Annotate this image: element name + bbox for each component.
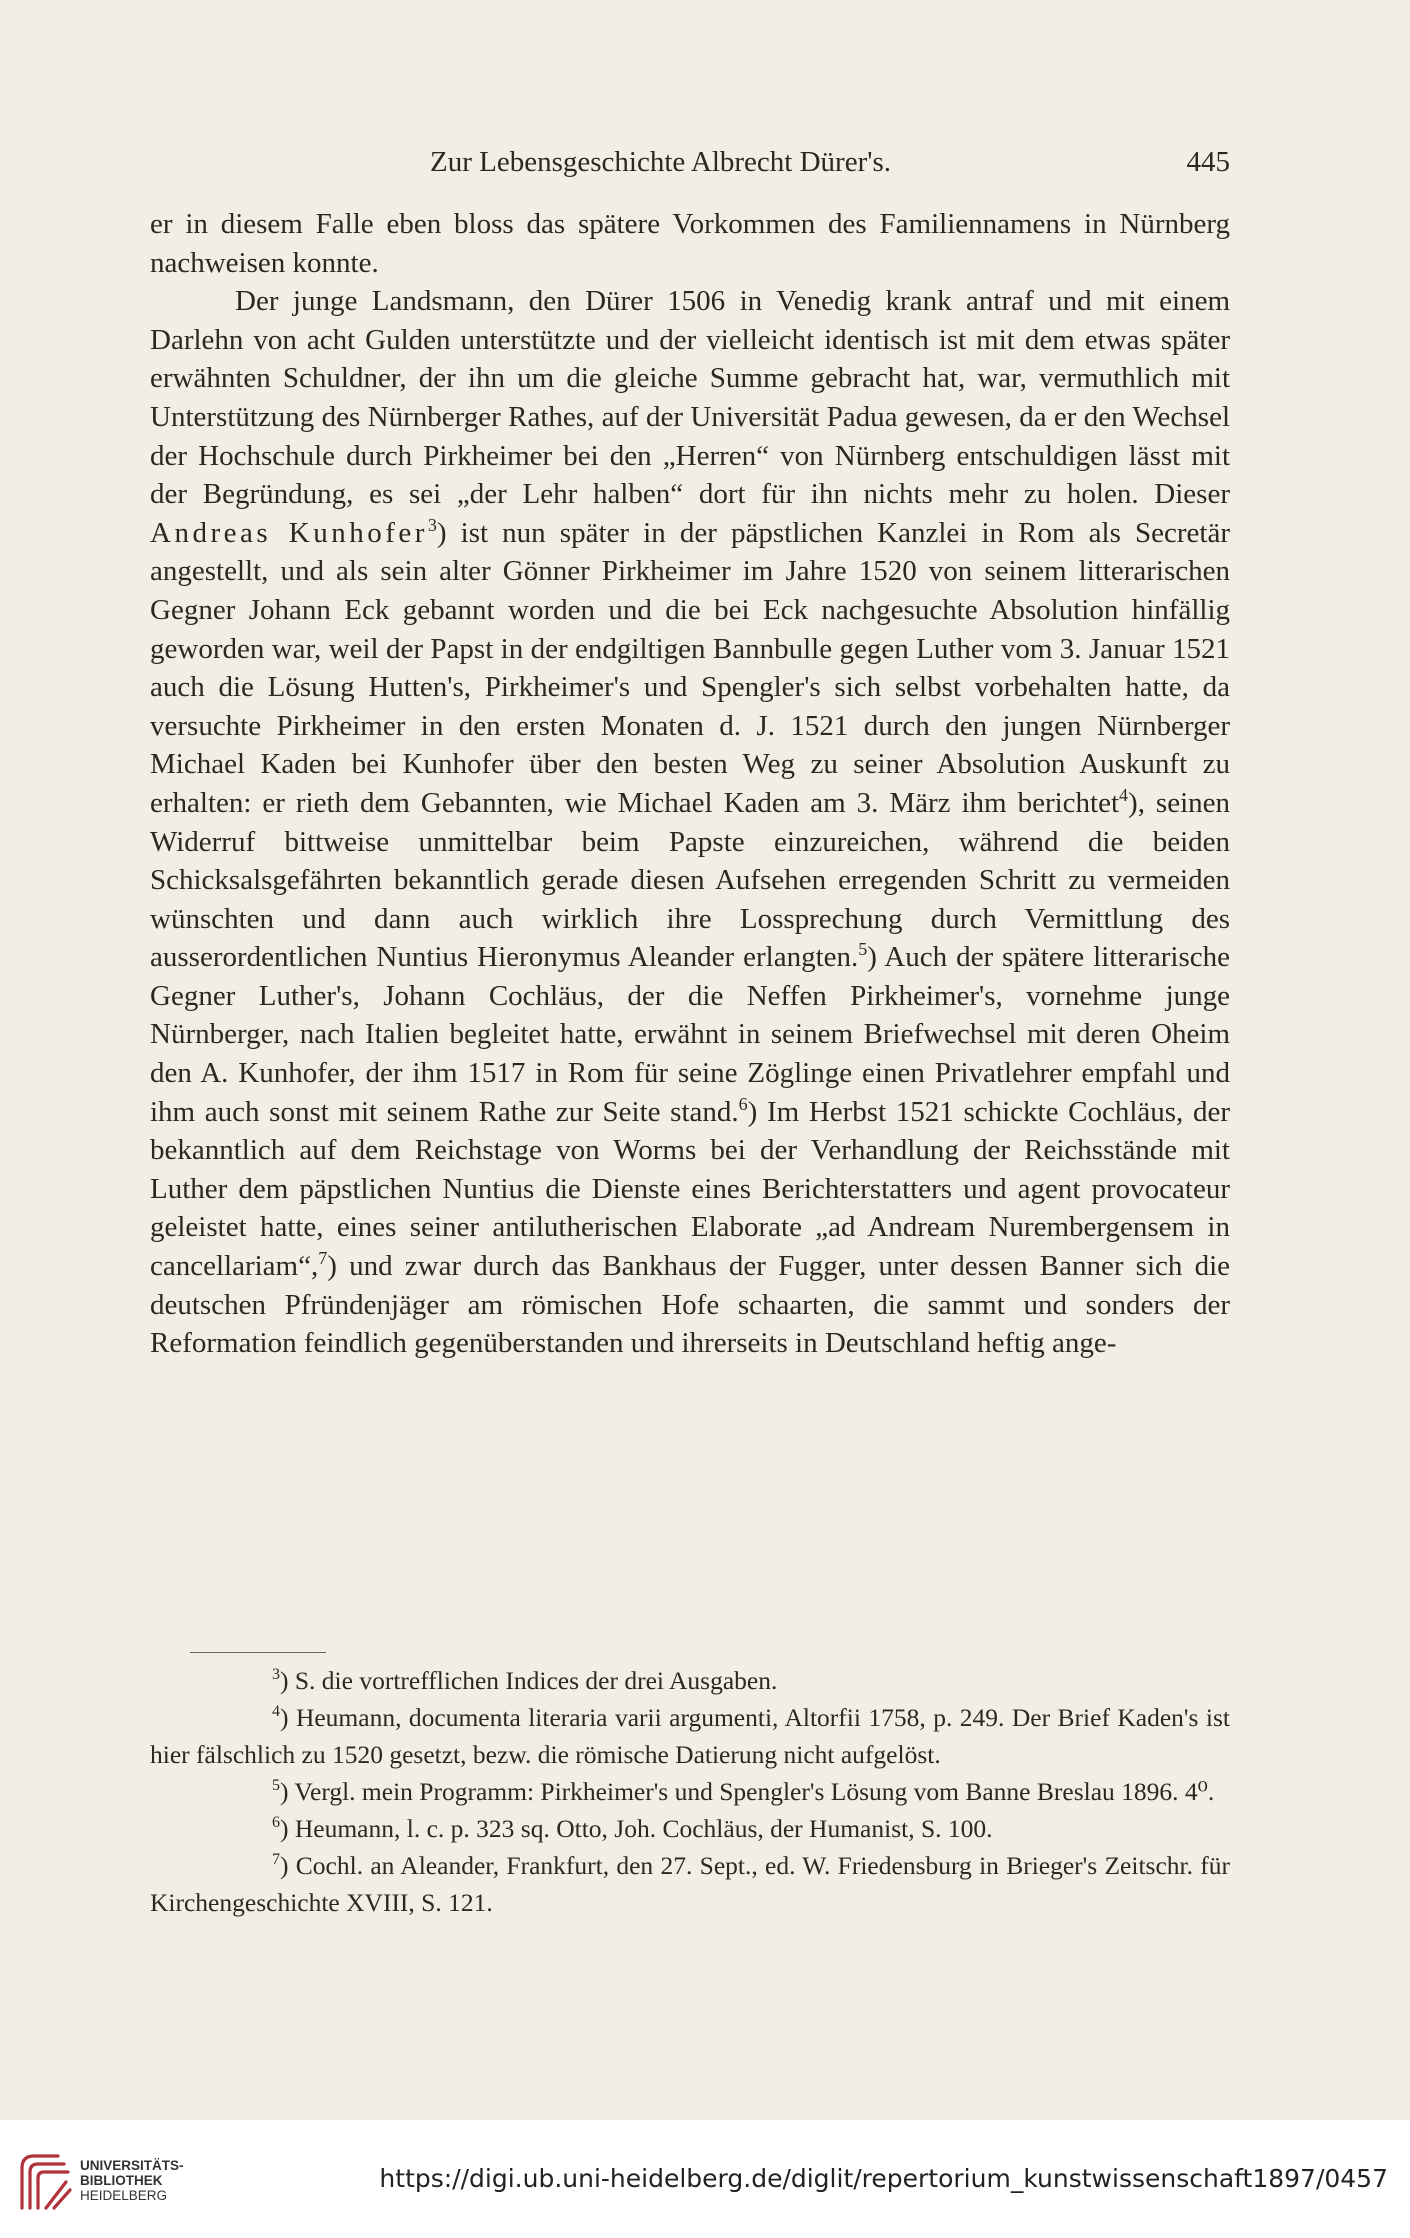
footnote-text: ) S. die vortrefflichen Indices der drei Ausgaben.	[280, 1666, 778, 1695]
paragraph-2	[150, 282, 1230, 1363]
paragraph-1: er in diesem Falle eben bloss das spätere Vorkommen des Familiennamens in Nürnberg nachweisen konnte.	[150, 208, 1230, 279]
footnote-text: ) Vergl. mein Programm: Pirkheimer's und Spengler's Lösung vom Banne Breslau 1896. 4⁰.	[280, 1777, 1215, 1806]
page-header	[150, 146, 1230, 186]
viewer-footer	[0, 2120, 1410, 2238]
text-segment: ) Auch der spätere litterarische Gegner Luther's, Johann Cochläus, der die Neffen Pirkheimer's, vornehme junge Nürnberger, nach Italien begleitet hatte, erwähnt in seinem Briefwechsel mit deren Oheim den A. Kunhofer, der ihm 1517 in Rom für seine Zöglinge einen Privatlehrer empfahl und ihm auch sonst mit seinem Rathe zur Seite stand.	[150, 941, 1231, 1128]
footnote-text: ) Cochl. an Aleander, Frankfurt, den 27. Sept., ed. W. Friedensburg in Brieger's Zeitschr. für Kirchengeschichte XVIII, S. 121.	[150, 1851, 1230, 1917]
text-segment: ), seinen Widerruf bittweise unmittelbar beim Papste einzureichen, während die beiden Schicksalsgefährten bekanntlich gerade diesen Aufsehen erregenden Schritt zu vermeiden wünschten und dann auch wirklich ihre Lossprechung durch Vermittlung des ausserordentlichen Nuntius Hieronymus Aleander erlangten.	[150, 786, 1230, 974]
footnote-ref-5: 5	[858, 939, 868, 960]
footnote-ref-4: 4	[1119, 784, 1129, 805]
footnote-ref-3: 3	[427, 514, 437, 535]
text-segment: ) und zwar durch das Bankhaus der Fugger, unter dessen Banner sich die deutschen Pfründenjäger am römischen Hofe schaarten, die sammt und sonders der Reformation feindlich gegenüberstanden und ihrerseits in Deutschland heftig ange-	[150, 1250, 1230, 1360]
footnote-number: 5	[272, 1777, 280, 1794]
footnote-text: ) Heumann, l. c. p. 323 sq. Otto, Joh. Cochläus, der Humanist, S. 100.	[280, 1814, 993, 1843]
footnote-text: ) Heumann, documenta literaria varii argumenti, Altorfii 1758, p. 249. Der Brief Kaden's ist hier fälschlich zu 1520 gesetzt, bezw. die römische Datierung nicht aufgelöst.	[150, 1703, 1230, 1769]
running-title: Zur Lebensgeschichte Albrecht Dürer's.	[430, 146, 891, 178]
footnote-ref-6: 6	[738, 1093, 748, 1114]
footnote-number: 7	[272, 1851, 280, 1868]
page-number: 445	[1186, 146, 1230, 178]
footnotes	[150, 1662, 1230, 1921]
footnote	[150, 1847, 1230, 1921]
footnote	[150, 1662, 1230, 1699]
library-name-line: BIBLIOTHEK	[80, 2173, 163, 2188]
spaced-name: Andreas Kunhofer	[150, 516, 428, 549]
footnote	[150, 1810, 1230, 1847]
footnote-divider	[190, 1652, 326, 1653]
text-segment: Der junge Landsmann, den Dürer 1506 in Venedig krank antraf und mit einem Darlehn von acht Gulden unterstützte und der vielleicht identisch ist mit dem etwas später erwähnten Schuldner, der ihn um die gleiche Summe gebracht hat, war, vermuthlich mit Unterstützung des Nürnberger Rathes, auf der Universität Padua gewesen, da er den Wechsel der Hochschule durch Pirkheimer bei den „Herren“ von Nürnberg entschuldigen lässt mit der Begründung, es sei „der Lehr halben“ dort für ihn nichts mehr zu holen. Dieser	[150, 285, 1230, 511]
library-name-line: HEIDELBERG	[80, 2188, 168, 2203]
footnote-ref-7: 7	[318, 1248, 328, 1269]
footnote-number: 4	[272, 1703, 280, 1720]
permalink-url[interactable]: https://digi.ub.uni-heidelberg.de/diglit/repertorium_kunstwissenschaft1897/0457	[379, 2164, 1388, 2193]
footnote	[150, 1699, 1230, 1773]
body-text	[150, 205, 1230, 1363]
library-name[interactable]	[80, 2158, 184, 2203]
library-name-line: UNIVERSITÄTS-	[80, 2158, 184, 2173]
ub-heidelberg-logo-icon[interactable]	[14, 2148, 74, 2214]
text-segment: ) ist nun später in der päpstlichen Kanzlei in Rom als Secretär angestellt, und als sein alter Gönner Pirkheimer im Jahre 1520 von seinem litterarischen Gegner Johann Eck gebannt worden und die bei Eck nachgesuchte Absolution hinfällig geworden war, weil der Papst in der endgiltigen Bannbulle gegen Luther vom 3. Januar 1521 auch die Lösung Hutten's, Pirkheimer's und Spengler's sich selbst vorbehalten hatte, da versuchte Pirkheimer in den ersten Monaten d. J. 1521 durch den jungen Nürnberger Michael Kaden bei Kunhofer über den besten Weg zu seiner Absolution Auskunft zu erhalten: er rieth dem Gebannten, wie Michael Kaden am 3. März ihm berichtet	[150, 516, 1230, 819]
footnote	[150, 1773, 1230, 1810]
text-segment: ) Im Herbst 1521 schickte Cochläus, der bekanntlich auf dem Reichstage von Worms bei der Verhandlung der Reichsstände mit Luther dem päpstlichen Nuntius die Dienste eines Berichterstatters und agent provocateur geleistet hatte, eines seiner antilutherischen Elaborate „ad Andream Nurembergensem in cancellariam“,	[150, 1095, 1230, 1283]
footnote-number: 3	[272, 1666, 280, 1683]
footnote-number: 6	[272, 1814, 280, 1831]
